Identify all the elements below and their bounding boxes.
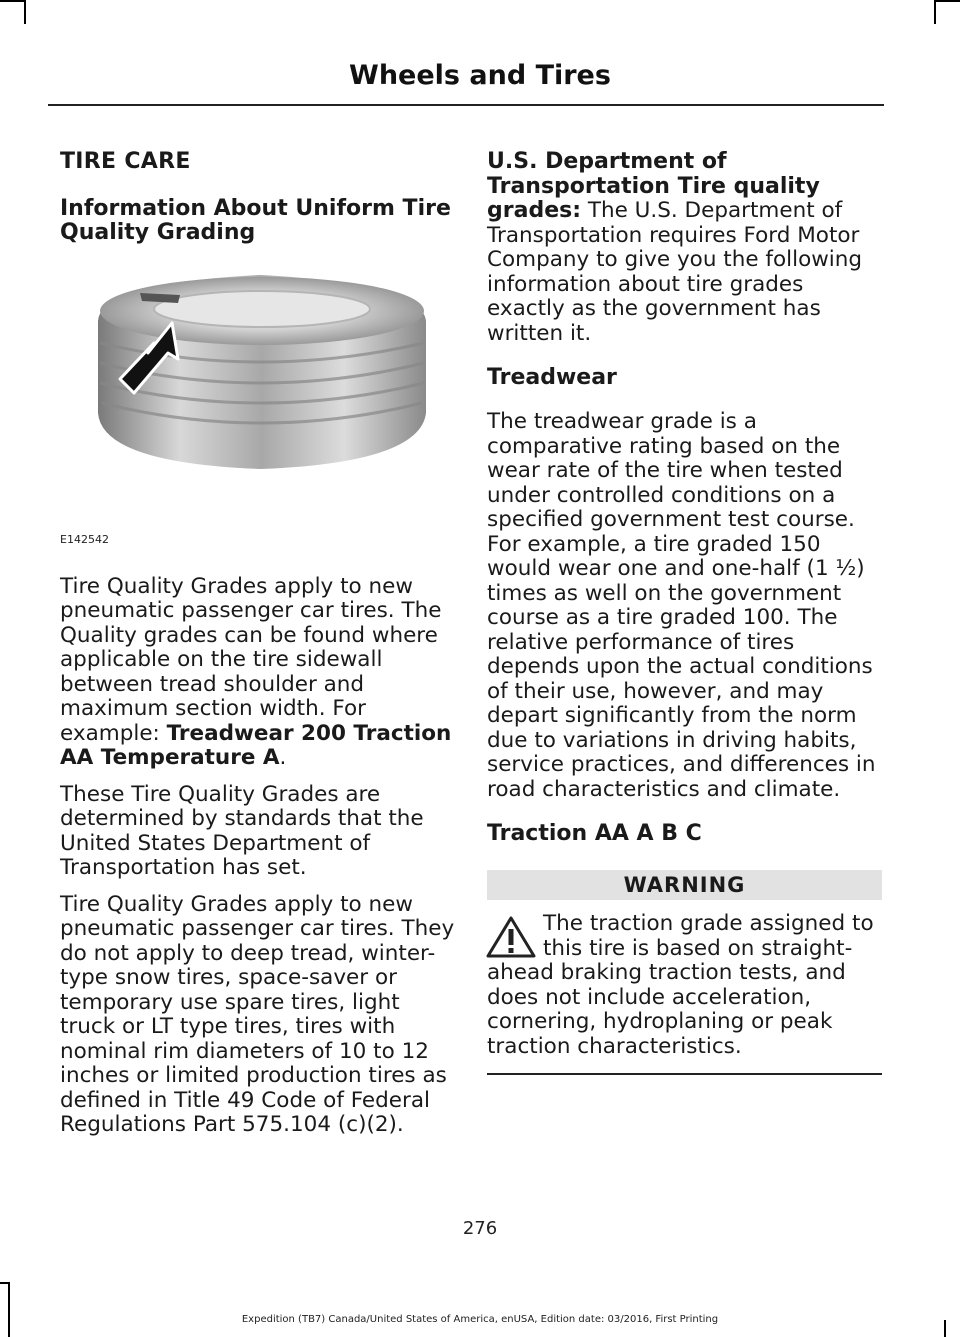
crop-mark: [24, 0, 26, 24]
section-title: TIRE CARE: [60, 149, 191, 174]
page-footer: Expedition (TB7) Canada/United States of America, enUSA, Edition date: 03/2016, First Printing: [241, 1314, 719, 1325]
crop-mark: [0, 1282, 10, 1284]
dot-heading: U.S. Department of Transportation Tire quality grades:: [487, 149, 820, 223]
dot-text: The U.S. Department of Transportation requires Ford Motor Company to give you the following information about tire grades exactly as the government has written it.: [487, 198, 863, 346]
traction-heading: Traction AA A B C: [487, 821, 702, 846]
subsection-title: Information About Uniform Tire Quality Grading: [60, 195, 451, 245]
warning-text: The traction grade assigned to this tire is based on straight-ahead braking traction tests, and does not include acceleration, cornering, hydroplaning or peak traction characteristics.: [487, 911, 874, 1059]
header-rule: [48, 104, 884, 106]
crop-mark: [8, 1282, 10, 1337]
paragraph-exclusions: Tire Quality Grades apply to new pneumatic passenger car tires. They do not apply to deep tread, winter-type snow tires, space-saver or temporary use spare tires, light truck or LT type tires, tires with nominal rim diameters of 10 to 12 inches or limited production tires as defined in Title 49 Code of Federal Regulations Part 575.104 (c)(2).: [60, 891, 455, 1137]
tire-image: [60, 263, 440, 533]
crop-mark: [936, 0, 960, 2]
page-header-title: Wheels and Tires: [349, 60, 611, 91]
warning-label: WARNING: [487, 870, 882, 900]
tire-illustration: [60, 263, 440, 553]
treadwear-paragraph: The treadwear grade is a comparative rating based on the wear rate of the tire when tested under controlled conditions on a specified government test course. For example, a tire graded 150 would wear one and one-half (1 ½) times as well on the government course as a tire graded 100. The relative performance of tires depends upon the actual conditions of their use, however, and may depart significantly from the norm due to variations in driving habits, service practices, and differences in road characteristics and climate.: [487, 409, 876, 802]
crop-mark: [934, 0, 936, 24]
page-number: 276: [462, 1218, 498, 1239]
left-column: [60, 150, 455, 1150]
example-bold: Treadwear 200 Traction AA Temperature A: [60, 720, 452, 770]
crop-mark: [0, 0, 24, 2]
paragraph-dot-intro: [487, 150, 882, 346]
paragraph-standards: These Tire Quality Grades are determined by standards that the United States Department of Transportation has set.: [60, 781, 424, 880]
right-column: [487, 150, 882, 1075]
paragraph-grades-apply: [60, 575, 455, 771]
warning-triangle-icon: [485, 914, 537, 960]
paragraph-text: Tire Quality Grades apply to new pneumatic passenger car tires. The Quality grades can be found where applicable on the tire sidewall between tread shoulder and maximum section width. For example:: [60, 573, 442, 746]
warning-rule: [487, 1073, 882, 1075]
warning-box: [487, 870, 882, 1075]
paragraph-end: .: [279, 745, 287, 770]
figure-code: E142542: [60, 533, 109, 546]
treadwear-heading: Treadwear: [487, 365, 617, 390]
warning-body: [487, 912, 882, 1059]
